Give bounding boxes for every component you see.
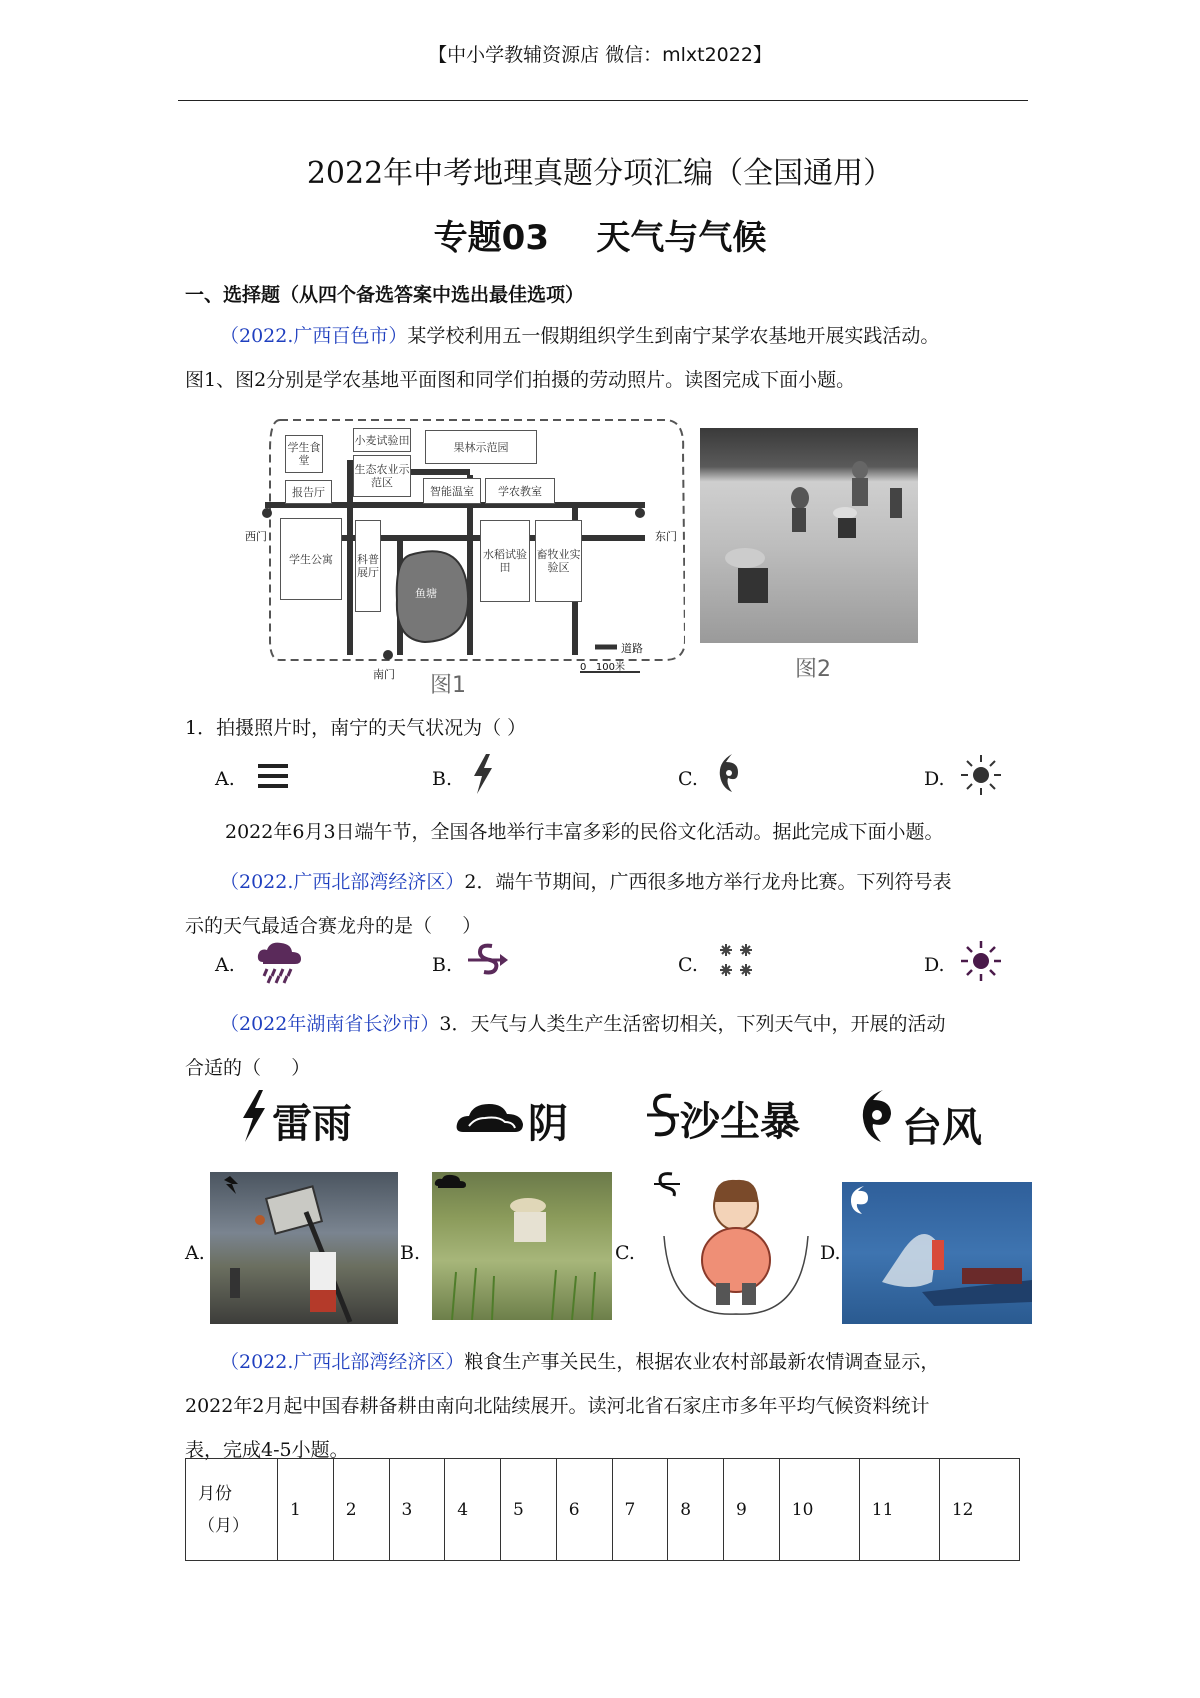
q3-option-d-photo (842, 1182, 1032, 1324)
map-cell-classroom: 学农教室 (485, 478, 555, 504)
q3-option-d-label: D. (820, 1242, 841, 1264)
legend-thunderstorm: 雷雨 (272, 1101, 352, 1147)
q3-option-a-label: A. (185, 1242, 205, 1264)
q1-option-c-label: C. (678, 768, 698, 790)
q2-stem-line2: 示的天气最适合赛龙舟的是（ ） (185, 915, 482, 937)
q2-option-c-label: C. (678, 954, 698, 976)
q1-source: （2022.广西百色市） (220, 325, 408, 347)
q4-intro-line2: 2022年2月起中国春耕备耕由南向北陆续展开。读河北省石家庄市多年平均气候资料统计 (185, 1395, 930, 1417)
q1-option-b-label: B. (432, 768, 453, 790)
q4-source: （2022.广西北部湾经济区） (220, 1351, 465, 1373)
sunny-icon (960, 940, 1002, 982)
q2-option-b-label: B. (432, 954, 453, 976)
thunderstorm-icon (237, 1088, 269, 1144)
basketball-scene (210, 1172, 398, 1324)
map-cell-wheat-field: 小麦试验田 (353, 428, 411, 452)
month-cell: 7 (612, 1459, 668, 1561)
map-cell-science-hall: 科普展厅 (355, 520, 381, 612)
q1-stem: 1．拍摄照片时，南宁的天气状况为（ ） (185, 717, 527, 739)
jump-rope-cartoon (650, 1168, 820, 1318)
month-header-label: 月份 (198, 1483, 232, 1504)
map-gate-east: 东门 (655, 530, 677, 543)
map-cell-eco-farm: 生态农业示范区 (353, 455, 411, 497)
map-cell-pond: 鱼塘 (415, 587, 437, 600)
q3-option-b-photo (432, 1172, 612, 1320)
farm-work-photo (700, 428, 918, 643)
legend-overcast: 阴 (528, 1101, 568, 1147)
typhoon-icon (712, 752, 746, 796)
map-cell-dormitory: 学生公寓 (280, 518, 342, 600)
field-workers-illustration (700, 428, 918, 643)
map-cell-rice-field: 水稻试验田 (480, 520, 530, 602)
q1-option-d-label: D. (924, 768, 945, 790)
page-header: 【中小学教辅资源店 微信：mlxt2022】 (428, 44, 772, 66)
q3-option-a-photo (210, 1172, 398, 1324)
map-scale: 0 100米 (580, 662, 625, 673)
sandstorm-icon (645, 1090, 681, 1142)
dragon-boat-context: 2022年6月3日端午节，全国各地举行丰富多彩的民俗文化活动。据此完成下面小题。 (225, 821, 944, 843)
q3-stem-line2: 合适的（ ） (185, 1057, 311, 1079)
q2-option-a-label: A. (215, 954, 235, 976)
q1-intro-line2: 图1、图2分别是学农基地平面图和同学们拍摄的劳动照片。读图完成下面小题。 (185, 369, 856, 391)
lightning-icon (468, 752, 498, 796)
q2-option-d-label: D. (924, 954, 945, 976)
q4-intro-line3: 表，完成4-5小题。 (185, 1439, 349, 1461)
month-cell: 12 (939, 1459, 1019, 1561)
q2-source: （2022.广西北部湾经济区） (220, 871, 465, 893)
map-cell-canteen: 学生食堂 (285, 435, 323, 473)
map-cell-orchard: 果林示范园 (425, 430, 537, 464)
month-header-cell (186, 1459, 278, 1561)
legend-typhoon: 台风 (902, 1105, 982, 1151)
month-cell: 3 (389, 1459, 445, 1561)
section-heading: 一、选择题（从四个备选答案中选出最佳选项） (185, 284, 585, 306)
topic-title: 专题03 天气与气候 (433, 218, 767, 258)
map-cell-lecture-hall: 报告厅 (285, 480, 332, 504)
farm-map-figure (245, 410, 685, 698)
legend-sandstorm: 沙尘暴 (680, 1099, 800, 1145)
month-cell: 2 (333, 1459, 389, 1561)
q2-stem-line1 (220, 860, 952, 904)
document-title: 2022年中考地理真题分项汇编（全国通用） (306, 156, 894, 191)
q4-intro-line1 (220, 1340, 939, 1384)
q3-option-c-label: C. (615, 1242, 635, 1264)
map-caption: 图1 (430, 673, 466, 698)
month-header-unit: （月） (198, 1515, 249, 1536)
q4-intro-text: 粮食生产事关民生，根据农业农村部最新农情调查显示， (464, 1351, 940, 1373)
month-cell: 11 (859, 1459, 939, 1561)
map-gate-south: 南门 (373, 668, 395, 681)
q1-intro-line1 (220, 314, 939, 358)
rain-icon (255, 938, 305, 984)
month-cell: 9 (724, 1459, 780, 1561)
month-cell: 5 (501, 1459, 557, 1561)
month-cell: 6 (556, 1459, 612, 1561)
q3-option-b-label: B. (400, 1242, 421, 1264)
climate-table (185, 1458, 1020, 1561)
map-cell-livestock: 畜牧业实验区 (535, 520, 582, 602)
q3-stem-text: 3．天气与人类生产生活密切相关，下列天气中，开展的活动 (439, 1013, 946, 1035)
month-cell: 1 (278, 1459, 334, 1561)
q3-option-c-image (650, 1168, 820, 1318)
overcast-icon (455, 1100, 525, 1136)
sandstorm-icon (466, 940, 512, 980)
month-cell: 8 (668, 1459, 724, 1561)
map-gate-west: 西门 (245, 530, 267, 543)
sunny-icon (960, 754, 1002, 796)
q2-stem-text: 2．端午节期间，广西很多地方举行龙舟比赛。下列符号表 (464, 871, 952, 893)
q1-intro-text: 某学校利用五一假期组织学生到南宁某学农基地开展实践活动。 (407, 325, 940, 347)
fog-icon (255, 758, 291, 794)
photo-caption: 图2 (795, 657, 831, 682)
table-row (186, 1459, 1020, 1561)
map-legend-road: 道路 (621, 642, 643, 655)
month-cell: 10 (779, 1459, 859, 1561)
snow-icon (716, 940, 756, 980)
q3-stem-line1 (220, 1002, 945, 1046)
header-divider (178, 100, 1028, 101)
fishing-boat-scene (842, 1182, 1032, 1324)
q3-source: （2022年湖南省长沙市） (220, 1013, 440, 1035)
rice-transplanting-scene (432, 1172, 612, 1320)
typhoon-icon (855, 1086, 899, 1146)
month-cell: 4 (445, 1459, 501, 1561)
q1-option-a-label: A. (215, 768, 235, 790)
map-cell-greenhouse: 智能温室 (423, 478, 481, 504)
